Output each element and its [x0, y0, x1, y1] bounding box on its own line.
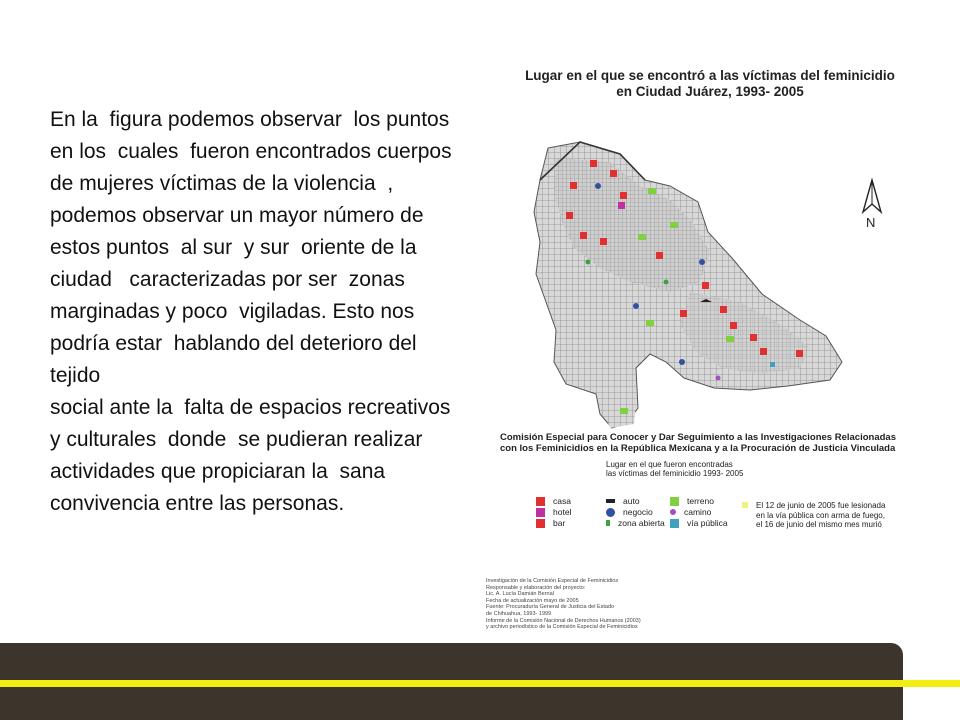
marker-casa [730, 322, 737, 329]
legend-item-hotel: hotel [536, 507, 571, 517]
hotel-icon [536, 508, 545, 517]
public-road-icon [670, 519, 679, 528]
legend-title: Lugar en el que fueron encontradas las víctimas del feminicidio 1993- 2005 [606, 460, 744, 478]
map-figure [470, 62, 950, 634]
marker-casa [796, 350, 803, 357]
legend-item-via-publica: vía pública [670, 518, 728, 528]
open-area-icon [606, 520, 610, 526]
marker-casa [600, 238, 607, 245]
marker-casa [750, 334, 757, 341]
marker-terreno [646, 320, 654, 326]
marker-casa [580, 232, 587, 239]
note-marker [742, 502, 756, 508]
marker-camino [716, 376, 721, 381]
marker-casa [566, 212, 573, 219]
legend-item-negocio: negocio [606, 507, 653, 517]
marker-terreno [620, 408, 628, 414]
marker-casa [570, 182, 577, 189]
marker-negocio [633, 303, 639, 309]
legend-item-terreno: terreno [670, 496, 714, 506]
marker-terreno [726, 336, 734, 342]
map-credits: Investigación de la Comisión Especial de Feminicidios Responsable y elaboración del proyecto: Lic. A. Lucía Damián Bernal Fecha de actualización mayo de 2005 Fuente: Procuraduría General de Justicia del Estado de Chihuahua, 1993- 1999 Informe de la Comisión Nacional de Derechos Humanos (2003) y archivo periodístico de la Comisión Especial de Feminicidios [486, 578, 641, 631]
marker-zona-abierta [664, 280, 669, 285]
footer-stripe [0, 680, 960, 687]
north-label: N [866, 215, 876, 230]
legend-item-bar: bar [536, 518, 565, 528]
legend-item-auto: auto [606, 496, 640, 506]
note-text: El 12 de junio de 2005 fue lesionada en la vía pública con arma de fuego, el 16 de junio del mismo mes murió [756, 501, 886, 529]
marker-casa [760, 348, 767, 355]
legend-item-zona-abierta: zona abierta [606, 518, 665, 528]
house-icon [536, 497, 545, 506]
marker-negocio [595, 183, 601, 189]
body-paragraph-1: En la figura podemos observar los puntos en los cuales fueron encontrados cuerpos de mujeres víctimas de la violencia , podemos observar un mayor número de estos puntos al sur y sur oriente de la ciudad caracterizadas por ser zonas marginadas y poco vigiladas. Esto nos podría estar hablando del deterioro del tejido [50, 108, 461, 387]
body-text [50, 104, 470, 520]
marker-casa [720, 306, 727, 313]
marker-via-publica [770, 362, 775, 367]
marker-terreno [648, 188, 656, 194]
marker-terreno [670, 222, 678, 228]
road-icon [670, 509, 676, 515]
map-title: Lugar en el que se encontró a las víctimas del feminicidio en Ciudad Juárez, 1993- 2005 [525, 68, 895, 99]
marker-casa [680, 310, 687, 317]
north-arrow-icon [863, 180, 881, 212]
note-icon [742, 502, 748, 508]
city-map [470, 62, 950, 634]
marker-casa [610, 170, 617, 177]
marker-casa [702, 282, 709, 289]
business-icon [606, 508, 615, 517]
legend-item-casa: casa [536, 496, 571, 506]
commission-caption: Comisión Especial para Conocer y Dar Seguimiento a las Investigaciones Relacionadas con los Feminicidios en la República Mexicana y a la Procuración de Justicia Vinculada [500, 432, 896, 454]
marker-zona-abierta [586, 260, 591, 265]
marker-negocio [699, 259, 705, 265]
marker-casa [620, 192, 627, 199]
marker-casa [656, 252, 663, 259]
marker-terreno [638, 234, 646, 240]
marker-casa [590, 160, 597, 167]
south-district [600, 402, 636, 428]
bar-icon [536, 519, 545, 528]
car-icon [606, 499, 615, 503]
legend-item-camino: camino [670, 507, 711, 517]
marker-hotel [618, 202, 625, 209]
body-paragraph-2: social ante la falta de espacios recreativos y culturales donde se pudieran realizar actividades que propiciaran la sana convivencia entre las personas. [50, 396, 463, 515]
lot-icon [670, 497, 679, 506]
marker-negocio [679, 359, 685, 365]
